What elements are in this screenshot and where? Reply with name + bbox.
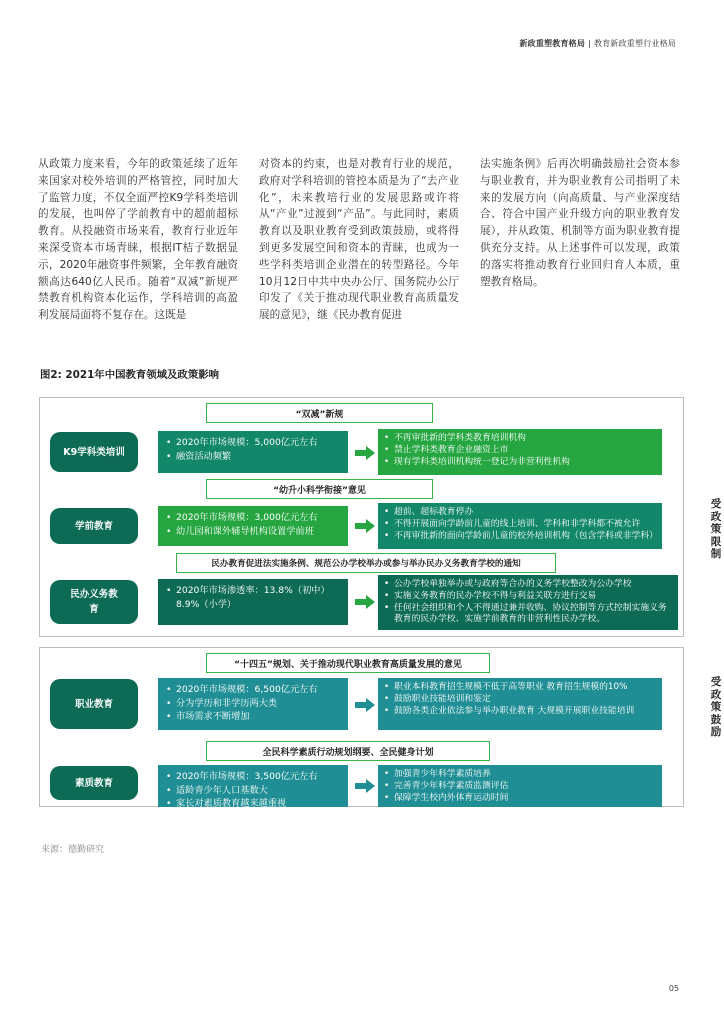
policy-banner: “十四五”规划、关于推动现代职业教育高质量发展的意见: [206, 653, 490, 673]
arrow-right-icon: [355, 698, 375, 712]
effects-box: [378, 678, 662, 730]
running-header: [519, 38, 676, 49]
stat-item: • 家长对素质教育越来越重视: [166, 797, 340, 811]
effects-box: [378, 503, 662, 549]
header-subtitle: 教育新政重塑行业格局: [594, 39, 676, 48]
stat-item: • 2020年市场规模：3,000亿元左右: [166, 511, 340, 525]
effect-item: • 超前、超标教育停办: [384, 507, 656, 519]
effect-item: • 鼓励各类企业依法参与举办职业教育 大规模开展职业技能培训: [384, 706, 656, 718]
body-text: [38, 156, 688, 324]
arrow-right-icon: [355, 595, 375, 609]
effect-item: • 保障学生校内外体育运动时间: [384, 793, 656, 805]
stats-box: [158, 579, 348, 625]
arrow-right-icon: [355, 446, 375, 460]
body-column-1: 从政策力度来看，今年的政策延续了近年来国家对校外培训的严格管控，同时加大了监管力度，不仅全面严控K9学科类培训的发展，也叫停了学前教育中的超前超标教育。从投融资市场来看，教育行业近年来深受资本市场青睐，根据IT桔子数据显示，2020年融资事件频繁，全年教育融资额高达640亿人民币。随着“双减”新规严禁教育机构资本化运作，学科培训的高盈利发展局面将不复存在。这既是: [38, 158, 238, 322]
stat-item: • 分为学历和非学历两大类: [166, 697, 340, 711]
effect-item: • 不得开展面向学龄前儿童的线上培训、学科和非学科都不被允许: [384, 519, 656, 531]
stat-item: • 适龄青少年人口基数大: [166, 784, 340, 798]
effect-item: • 职业本科教育招生规模不低于高等职业 教育招生规模的10%: [384, 682, 656, 694]
body-column-3: 法实施条例》后再次明确鼓励社会资本参与职业教育，并为职业教育公司指明了未来的发展方向（向高质量、与产业深度结合、符合中国产业升级方向的职业教育发展），并从政策、机制等方面为职业教育提供充分支持。从上述事件可以发现，政策的落实将推动教育行业回归育人本质，重塑教育格局。: [480, 158, 680, 288]
stat-item: • 市场需求不断增加: [166, 710, 340, 724]
figure-title: 图2: 2021年中国教育领域及政策影响: [40, 369, 219, 381]
effect-item: • 不再审批新的面向学龄前儿童的校外培训机构（包含学科或非学科）: [384, 531, 656, 543]
effect-item: • 完善青少年科学素质监测评估: [384, 781, 656, 793]
category-quality: 素质教育: [50, 766, 138, 800]
page-number: 05: [668, 984, 679, 993]
restricted-panel: [39, 397, 722, 637]
stat-item: • 2020年市场规模：6,500亿元左右: [166, 683, 340, 697]
header-title: 新政重塑教育格局: [519, 39, 586, 48]
policy-banner: “双减”新规: [206, 403, 433, 423]
stat-item: • 幼儿园和课外辅导机构设置学前班: [166, 525, 340, 539]
source-note: 来源：德勤研究: [41, 845, 105, 855]
effect-item: • 不再审批新的学科类教育培训机构: [384, 433, 656, 445]
effect-item: • 禁止学科类教育企业融资上市: [384, 445, 656, 457]
stats-box: [158, 506, 348, 546]
policy-banner: 民办教育促进法实施条例、规范公办学校举办或参与举办民办义务教育学校的通知: [176, 553, 556, 573]
effects-box: [378, 765, 662, 807]
header-separator: |: [588, 39, 591, 48]
encouraged-label: 受政策鼓励: [710, 676, 722, 738]
effect-item: • 鼓励职业技能培训和鉴定: [384, 694, 656, 706]
effects-box: [378, 575, 678, 630]
stat-item: • 融资活动频繁: [166, 450, 340, 464]
stats-box: [158, 678, 348, 730]
effects-box: [378, 429, 662, 475]
stat-item: • 2020年市场渗透率：13.8%（初中）8.9%（小学）: [166, 584, 340, 611]
category-vocational: 职业教育: [50, 679, 138, 729]
effect-item: • 任何社会组织和个人不得通过兼并收购、协议控制等方式控制实施义务教育的民办学校、实施学前教育的非营利性民办学校。: [384, 603, 672, 627]
stat-item: • 2020年市场规模：5,000亿元左右: [166, 436, 340, 450]
policy-banner: 全民科学素质行动规划纲要、全民健身计划: [206, 741, 490, 761]
category-k9: K9学科类培训: [50, 432, 138, 472]
effect-item: • 实施义务教育的民办学校不得与利益关联方进行交易: [384, 591, 672, 603]
effect-item: • 公办学校单独举办或与政府等合办的义务学校整改为公办学校: [384, 579, 672, 591]
stats-box: [158, 431, 348, 473]
body-column-2: 对资本的约束，也是对教育行业的规范，政府对学科培训的管控本质是为了“去产业化”，未来教培行业的发展思路或许将从“产业”过渡到“产品”。与此同时，素质教育以及职业教育受到政策鼓励，或将得到更多发展空间和资本的青睐，也成为一些学科类培训企业潜在的转型路径。今年10月12日中共中央办公厅、国务院办公厅印发了《关于推动现代职业教育高质量发展的意见》，继《民办教育促进: [259, 158, 459, 322]
stat-item: • 2020年市场规模：3,500亿元左右: [166, 770, 340, 784]
encouraged-panel: [39, 647, 722, 809]
arrow-right-icon: [355, 519, 375, 533]
category-preschool: 学前教育: [50, 508, 138, 544]
effect-item: • 加强青少年科学素质培养: [384, 769, 656, 781]
stats-box: [158, 765, 348, 807]
effect-item: • 现有学科类培训机构统一登记为非营利性机构: [384, 457, 656, 469]
policy-banner: “幼升小科学衔接”意见: [206, 479, 433, 499]
category-compulsory: 民办义务教育: [50, 580, 138, 624]
restricted-label: 受政策限制: [710, 498, 722, 560]
arrow-right-icon: [355, 779, 375, 793]
